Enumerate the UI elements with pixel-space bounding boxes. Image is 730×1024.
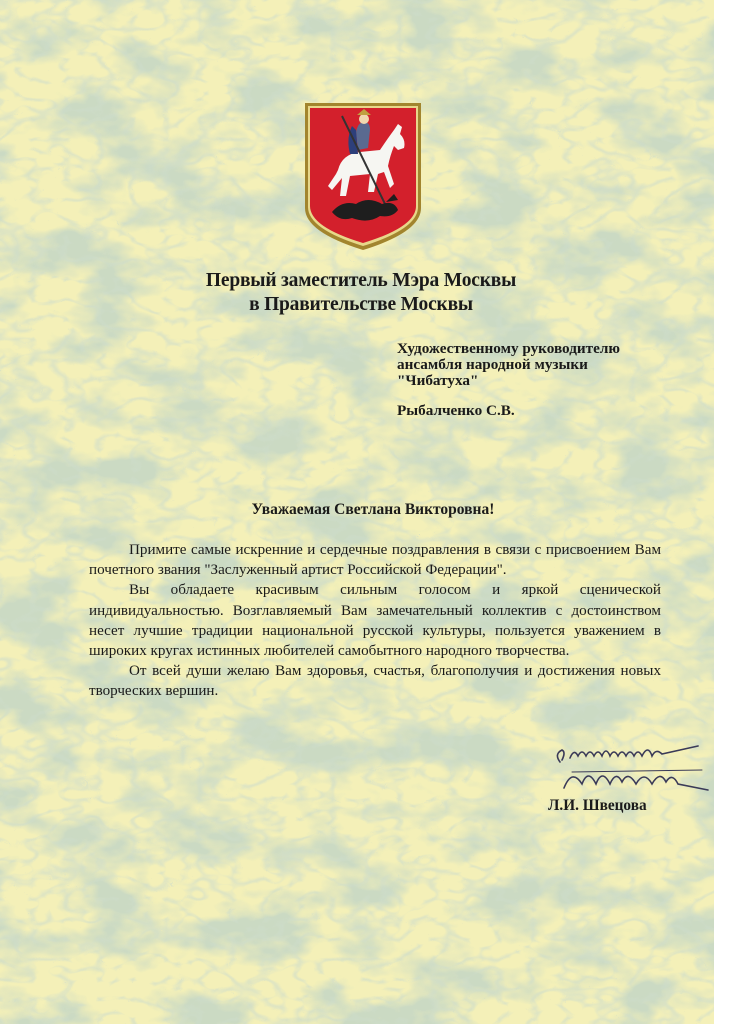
body-paragraph: Вы обладаете красивым сильным голосом и яркой сценической индивидуальностью. Возглавляемый Вам замечательный коллектив с достоинством несет лучшие традиции национальной русской культуры, пользуется уважением в широких кругах истинных любителей самобытного народного творчества. — [89, 582, 661, 660]
body-paragraph: Примите самые искренние и сердечные поздравления в связи с присвоением Вам почетного звания "Заслуженный артист Российской Федерации". — [89, 542, 661, 579]
body-paragraph: От всей души желаю Вам здоровья, счастья, благополучия и достижения новых творческих вершин. — [89, 663, 661, 700]
salutation: Уважаемая Светлана Викторовна! — [251, 501, 495, 518]
addressee-line1: Художественному руководителю — [397, 340, 620, 357]
addressee-line3: "Чибатуха" — [397, 372, 479, 389]
signatory-name: Л.И. Швецова — [548, 797, 647, 814]
addressee-name: Рыбалченко С.В. — [397, 402, 515, 419]
handwritten-signature-icon — [552, 740, 712, 798]
sender-title-line1: Первый заместитель Мэра Москвы — [205, 270, 517, 291]
sender-title-line2: в Правительстве Москвы — [249, 294, 473, 315]
addressee-line2: ансамбля народной музыки — [397, 356, 588, 373]
letter-body — [89, 540, 661, 702]
moscow-coat-of-arms-icon — [302, 100, 424, 252]
